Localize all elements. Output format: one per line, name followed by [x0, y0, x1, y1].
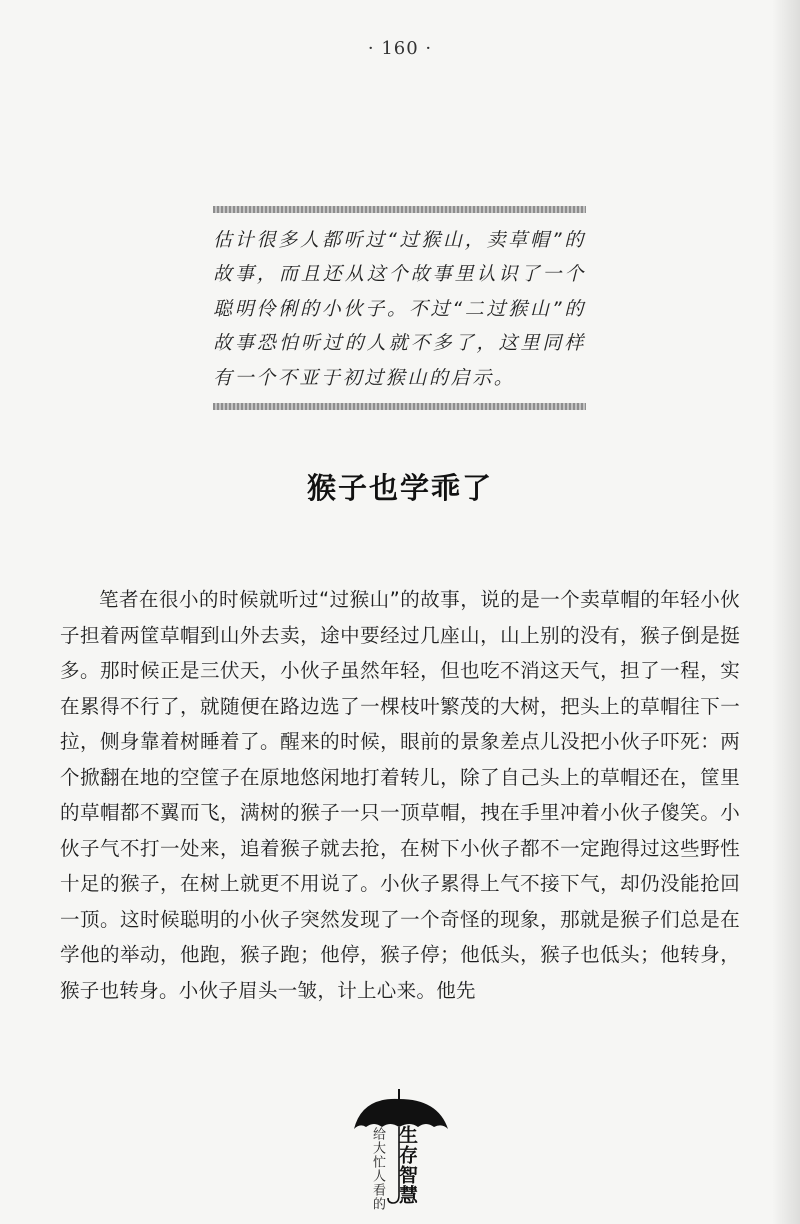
- quote-top-rule: [213, 206, 586, 213]
- quote-bottom-rule: [213, 403, 586, 410]
- logo-title: 生存智慧: [396, 1125, 418, 1205]
- page-number: · 160 ·: [367, 38, 433, 59]
- chapter-title: 猴子也学乖了: [306, 471, 493, 505]
- intro-quote-text: 估计很多人都听过“过猴山，卖草帽”的故事，而且还从这个故事里认识了一个聪明伶俐的小伙子。不过“二过猴山”的故事恐怕听过的人就不多了，这里同样有一个不亚于初过猴山的启示。: [213, 229, 586, 389]
- intro-quote-box: [213, 206, 586, 410]
- page-edge-shadow: [772, 0, 800, 1224]
- body-paragraph: 笔者在很小的时候就听过“过猴山”的故事，说的是一个卖草帽的年轻小伙子担着两筐草帽到山外去卖，途中要经过几座山，山上别的没有，猴子倒是挺多。那时候正是三伏天，小伙子虽然年轻，但也吃不消这天气，担了一程，实在累得不行了，就随便在路边选了一棵枝叶繁茂的大树，把头上的草帽往下一拉，侧身靠着树睡着了。醒来的时候，眼前的景象差点儿没把小伙子吓死：两个掀翻在地的空筐子在原地悠闲地打着转儿，除了自己头上的草帽还在，筐里的草帽都不翼而飞，满树的猴子一只一顶草帽，拽在手里冲着小伙子傻笑。小伙子气不打一处来，追着猴子就去抢，在树下小伙子都不一定跑得过这些野性十足的猴子，在树上就更不用说了。小伙子累得上气不接下气，却仍没能抢回一顶。这时候聪明的小伙子突然发现了一个奇怪的现象，那就是猴子们总是在学他的举动，他跑，猴子跑；他停，猴子停；他低头，猴子也低头；他转身，猴子也转身。小伙子眉头一皱，计上心来。他先: [60, 588, 740, 1002]
- logo-subtitle: 给大忙人看的: [370, 1127, 385, 1211]
- footer-logo: [352, 1087, 452, 1217]
